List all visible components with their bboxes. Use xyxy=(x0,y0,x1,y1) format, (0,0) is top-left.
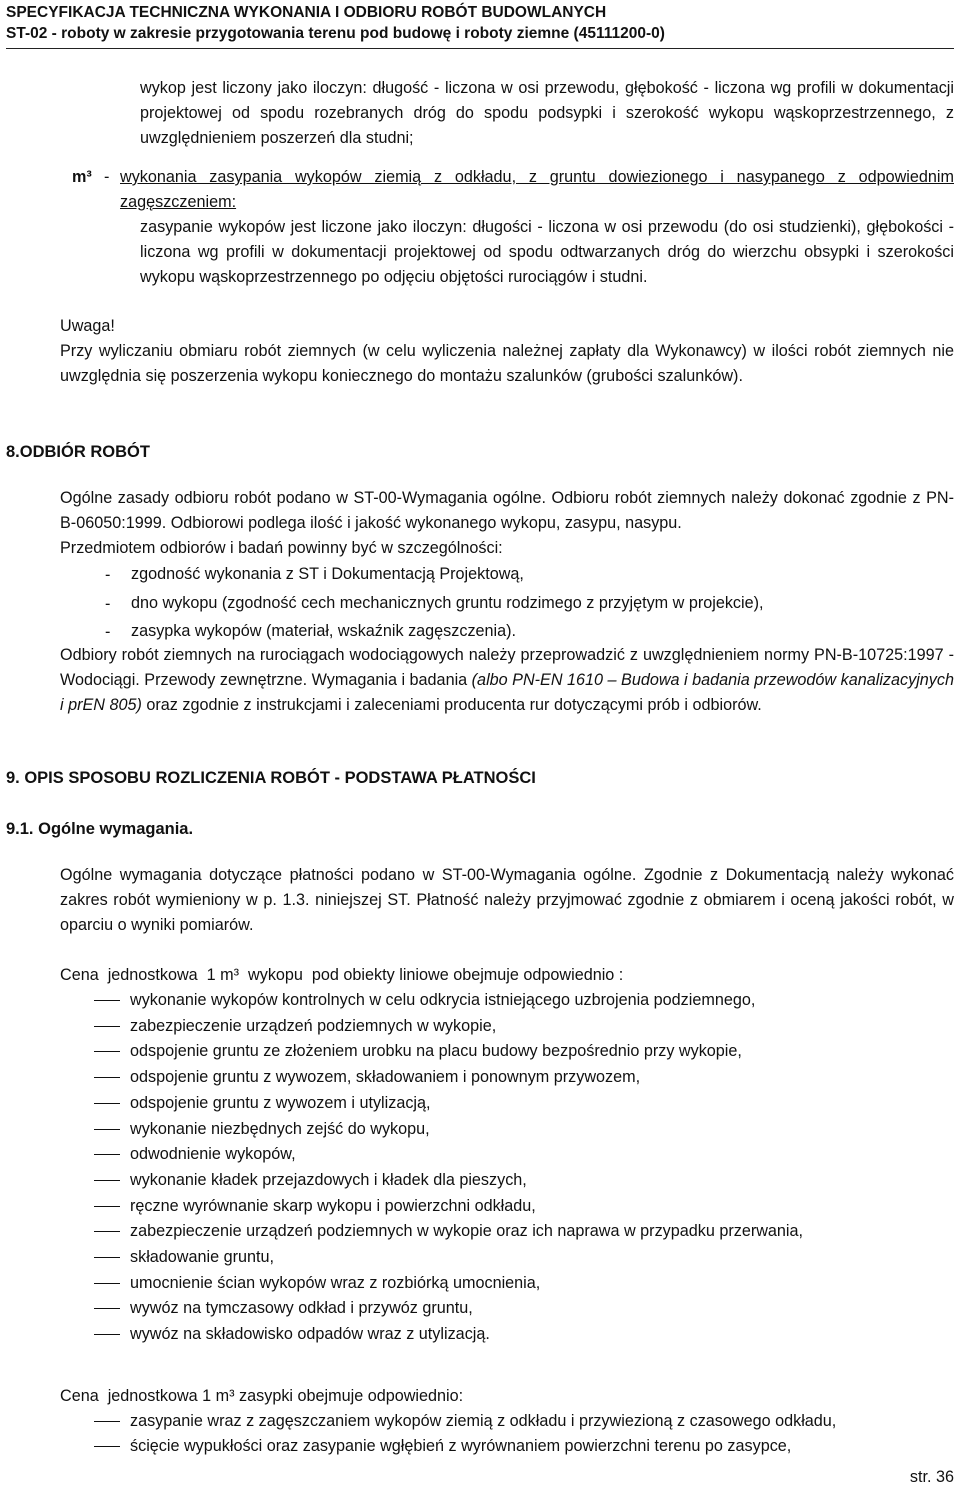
cost-item: umocnienie ścian wykopów wraz z rozbiórką umocnienia, xyxy=(130,1273,541,1292)
dash-bullet xyxy=(94,1231,120,1232)
dash-bullet xyxy=(94,1421,120,1422)
section-8-para3 xyxy=(60,643,954,718)
dash-bullet xyxy=(94,1334,120,1335)
unit-m3-label: m³ xyxy=(72,168,92,186)
dash-bullet xyxy=(94,1103,120,1104)
para3-text-b: oraz zgodnie z instrukcjami i zaleceniami producenta rur dotyczącymi prób i odbiorów. xyxy=(141,696,762,714)
cost-item: składowanie gruntu, xyxy=(130,1248,274,1266)
cost-item: ścięcie wypukłości oraz zasypanie wgłębień z wyrównaniem powierzchni terenu po zasypce, xyxy=(130,1437,792,1455)
cena-wykop-intro: Cena jednostkowa 1 m³ wykopu pod obiekty liniowe obejmuje odpowiednio : xyxy=(60,966,624,984)
cost-item: odspojenie gruntu z wywozem, składowaniem i ponownym przywozem, xyxy=(130,1068,641,1087)
cost-item: odwodnienie wykopów, xyxy=(130,1145,296,1164)
section-9-1-heading: 9.1. Ogólne wymagania. xyxy=(6,820,194,838)
cost-item: odspojenie gruntu ze złożeniem urobku na placu budowy bezpośrednio przy wykopie, xyxy=(130,1042,742,1061)
cost-item: wykonanie wykopów kontrolnych w celu odkrycia istniejącego uzbrojenia podziemnego, xyxy=(130,991,756,1009)
cost-item: zasypanie wraz z zagęszczaniem wykopów ziemią z odkładu i przywiezioną z czasowego odkładu, xyxy=(130,1412,837,1430)
dash-bullet xyxy=(94,1000,120,1001)
section-8-heading: 8.ODBIÓR ROBÓT xyxy=(6,443,150,461)
dash-bullet xyxy=(94,1283,120,1284)
dash-bullet xyxy=(94,1129,120,1130)
excavation-measure-paragraph: wykop jest liczony jako iloczyn: długość - liczona w osi przewodu, głębokość - liczona wg profili w dokumentacji projektowej od spodu rozebranych dróg do spodu podsypki i szerokość wykopu wąskoprzestrzennego, z uwzględnieniem poszerzeń dla studni; xyxy=(140,79,954,147)
cost-item: zabezpieczenie urządzeń podziemnych w wykopie, xyxy=(130,1016,497,1035)
note-text: Przy wyliczaniu obmiaru robót ziemnych (w celu wyliczenia należnej zapłaty dla Wykonawcy) w ilości robót ziemnych nie uwzględnia się poszerzenia wykopu koniecznego do montażu szalunków (grubości szalunków). xyxy=(60,342,954,385)
section-8-para1: Ogólne zasady odbioru robót podano w ST-00-Wymagania ogólne. Odbioru robót ziemnych należy dokonać zgodnie z PN-B-06050:1999. Odbiorowi podlega ilość i jakość wykonanego wykopu, zasypu, nasypu. xyxy=(60,489,954,532)
dash-bullet xyxy=(94,1026,120,1027)
dash-bullet xyxy=(94,1051,120,1052)
para3-text-a: Odbiory robót ziemnych na rurociągach wodociągowych należy przeprowadzić z uwzględnieniem normy PN-B-10725:1997 - Wodociągi. Przewody zewnętrzne. Wymagania i badania xyxy=(60,646,954,689)
dash-bullet xyxy=(94,1308,120,1309)
dash-bullet xyxy=(94,1206,120,1207)
cost-item: wywóz na tymczasowy odkład i przywóz gruntu, xyxy=(130,1299,473,1318)
dash-bullet xyxy=(94,1077,120,1078)
cena-zasypka-intro: Cena jednostkowa 1 m³ zasypki obejmuje odpowiednio: xyxy=(60,1387,464,1405)
section-9-para1: Ogólne wymagania dotyczące płatności podano w ST-00-Wymagania ogólne. Zgodnie z Dokumentacją należy wykonać zakres robót wymieniony w p. 1.3. niniejszej ST. Płatność należy przyjmować zgodnie z obmiarem i oceną jakości robót, w oparciu o wyniki pomiarów. xyxy=(60,866,954,934)
section-8-para2: Przedmiotem odbiorów i badań powinny być w szczególności: xyxy=(60,539,503,557)
cost-item: wywóz na składowisko odpadów wraz z utylizacją. xyxy=(130,1325,490,1344)
section-9-heading: 9. OPIS SPOSOBU ROZLICZENIA ROBÓT - PODSTAWA PŁATNOŚCI xyxy=(6,769,536,787)
cost-item: ręczne wyrównanie skarp wykopu i powierzchni odkładu, xyxy=(130,1196,536,1215)
m3-item-line2: zagęszczeniem: xyxy=(120,193,237,211)
cost-item: zabezpieczenie urządzeń podziemnych w wykopie oraz ich naprawa w przypadku przerwania, xyxy=(130,1222,804,1241)
unit-dash: - xyxy=(104,168,110,186)
header-title: SPECYFIKACJA TECHNICZNA WYKONANIA I ODBIORU ROBÓT BUDOWLANYCH xyxy=(6,4,607,21)
page-number: str. 36 xyxy=(909,1468,954,1486)
m3-item-line1: wykonania zasypania wykopów ziemią z odkładu, z gruntu dowiezionego i nasypanego z odpowiednim xyxy=(120,168,954,186)
backfill-measure-paragraph: zasypanie wykopów jest liczone jako iloczyn: długości - liczona w osi przewodu (do osi studzienki), głębokości - liczona wg profili w dokumentacji projektowej od spodu odtwarzanych dróg do wierzchu obsypki i szerokości wykopu wąskoprzestrzennego po odjęciu objętości rurociągów i studni. xyxy=(140,218,954,286)
bullet-dash: - xyxy=(105,595,111,613)
header-subtitle: ST-02 - roboty w zakresie przygotowania terenu pod budowę i roboty ziemne (45111200-0) xyxy=(6,25,665,42)
dash-bullet xyxy=(94,1257,120,1258)
cost-item: wykonanie niezbędnych zejść do wykopu, xyxy=(130,1119,430,1138)
document-header xyxy=(6,2,956,49)
para3-italic: (albo PN-EN 1610 – Budowa i badania przewodów kanalizacyjnych i prEN 805) xyxy=(60,671,954,714)
bullet-item: zgodność wykonania z ST i Dokumentacją Projektową, xyxy=(131,565,524,583)
bullet-item: dno wykopu (zgodność cech mechanicznych gruntu rodzimego z przyjętym w projekcie), xyxy=(131,594,764,612)
note-label: Uwaga! xyxy=(60,317,115,335)
cost-item: odspojenie gruntu z wywozem i utylizacją, xyxy=(130,1093,431,1112)
bullet-dash: - xyxy=(105,623,111,641)
dash-bullet xyxy=(94,1180,120,1181)
cost-item: wykonanie kładek przejazdowych i kładek dla pieszych, xyxy=(130,1170,527,1189)
bullet-item: zasypka wykopów (materiał, wskaźnik zagęszczenia). xyxy=(131,622,517,640)
bullet-dash: - xyxy=(105,566,111,584)
dash-bullet xyxy=(94,1446,120,1447)
header-rule xyxy=(6,48,954,49)
dash-bullet xyxy=(94,1154,120,1155)
